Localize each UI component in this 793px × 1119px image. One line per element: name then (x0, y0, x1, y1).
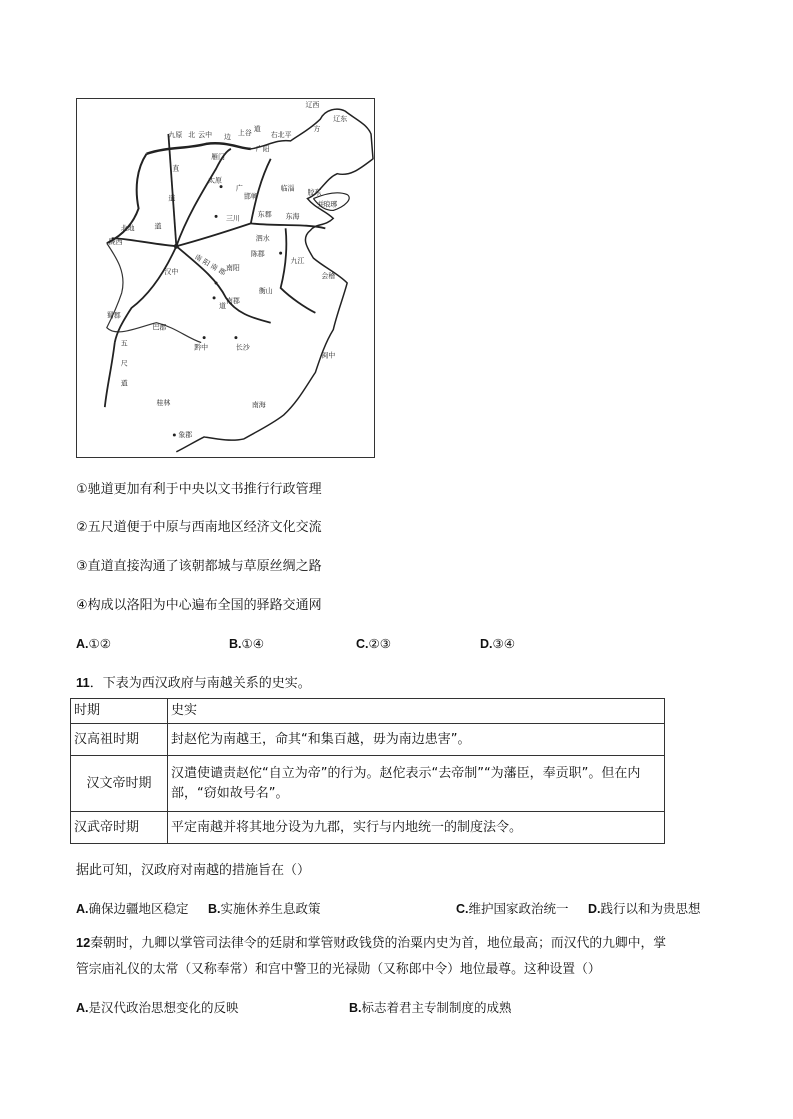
label-chi: 尺 (120, 359, 128, 368)
table-cell-period: 汉文帝时期 (71, 756, 168, 812)
table-header-cell: 时期 (71, 699, 168, 724)
option-label: C. (456, 902, 469, 916)
q11-option-b[interactable] (208, 900, 321, 918)
label-shujun: 蜀郡 (106, 311, 121, 320)
statement-4: ④构成以洛阳为中心遍布全国的驿路交通网 (76, 598, 322, 613)
table-cell-fact: 汉遣使谴责赵佗“自立为帝”的行为。赵佗表示“去帝制”“为藩臣，奉贡职”。但在内部，“窃如故号名”。 (168, 756, 665, 812)
option-label: D. (588, 902, 601, 916)
table-row (71, 724, 665, 756)
option-text: 标志着君主专制制度的成熟 (361, 1000, 512, 1015)
label-xiangjun: 象郡 (178, 430, 193, 439)
label-hengshan: 衡山 (258, 286, 273, 295)
label-dao-west: 道 (154, 222, 162, 231)
label-road-nanyang: 南 阳 南 郡 (193, 252, 227, 278)
option-text: 践行以和为贵思想 (600, 901, 701, 916)
option-text: ①② (88, 636, 111, 651)
option-text: 维护国家政治统一 (468, 901, 569, 916)
option-label: D. (480, 637, 493, 651)
statement-2: ②五尺道便于中原与西南地区经济文化交流 (76, 520, 322, 535)
label-langya: 琅琊 (323, 200, 338, 209)
label-nanjun: 南郡 (225, 296, 240, 305)
option-text: 确保边疆地区稳定 (88, 901, 189, 916)
label-jiuyuan: 九原 (168, 130, 183, 139)
label-yanmen: 雁门 (211, 152, 225, 161)
q12-option-a[interactable] (76, 999, 239, 1017)
q12-line-1 (76, 934, 666, 953)
history-table (70, 698, 665, 844)
q12-line-2: 管宗庙礼仪的太常（又称奉常）和宫中警卫的光禄勋（又称郎中令）地位最尊。这种设置（） (76, 962, 601, 977)
label-longxi: 陇西 (108, 238, 123, 247)
label-liaodong: 辽东 (333, 115, 348, 124)
q11-stem (76, 674, 311, 693)
option-text: ②③ (368, 636, 391, 651)
table-header-row (71, 699, 665, 724)
question-stem-text: ．下表为西汉政府与南越关系的史实。 (89, 676, 311, 691)
option-text: ③④ (492, 636, 515, 651)
option-text: ①④ (241, 636, 264, 651)
label-guangyang: 广阳 (255, 144, 270, 153)
label-changsha: 长沙 (235, 343, 250, 352)
option-text: 是汉代政治思想变化的反映 (88, 1000, 239, 1015)
label-fang: 方 (313, 124, 321, 133)
label-beidi: 北地 (120, 224, 135, 233)
label-sanchuan: 三川 (225, 214, 240, 223)
q10-option-d[interactable] (480, 635, 515, 653)
option-label: A. (76, 902, 89, 916)
label-zhidao: 道 (168, 194, 176, 203)
label-jiujiang: 九江 (290, 257, 305, 266)
question-number: 12 (76, 935, 91, 950)
q11-option-d[interactable] (588, 900, 701, 918)
table-cell-period: 汉武帝时期 (71, 812, 168, 844)
table-row (71, 756, 665, 812)
label-nanyang: 南阳 (225, 264, 240, 273)
option-label: C. (356, 637, 369, 651)
option-label: B. (229, 637, 242, 651)
label-dao-south: 道 (120, 379, 128, 388)
qin-road-map (76, 98, 375, 458)
statement-1: ①驰道更加有利于中央以文书推行行政管理 (76, 482, 322, 497)
label-taiyuan: 太原 (208, 176, 222, 185)
map-drawing (77, 99, 374, 457)
table-cell-fact: 封赵佗为南越王，命其“和集百越，毋为南边患害”。 (168, 724, 665, 756)
option-label: A. (76, 1001, 89, 1015)
label-bei: 北 (188, 130, 196, 139)
label-bian: 边 (224, 132, 231, 141)
option-label: B. (349, 1001, 362, 1015)
label-guang: 广 (235, 184, 243, 193)
label-bajun: 巴郡 (152, 323, 167, 332)
q11-option-c[interactable] (456, 900, 569, 918)
frontier (147, 143, 251, 154)
label-donghai: 东海 (285, 212, 300, 221)
option-text: 实施休养生息政策 (220, 901, 321, 916)
label-minzhong: 闽中 (321, 351, 336, 360)
label-jiaodong: 胶东 (307, 188, 322, 197)
table-row (71, 812, 665, 844)
q10-option-c[interactable] (356, 635, 391, 653)
coastline (176, 109, 373, 452)
label-youbeiping: 右北平 (270, 130, 292, 139)
option-label: A. (76, 637, 89, 651)
label-liaoxi: 辽西 (305, 101, 320, 110)
label-handan: 邯郸 (243, 192, 258, 201)
option-label: B. (208, 902, 221, 916)
q11-option-a[interactable] (76, 900, 189, 918)
statement-3: ③直道直接沟通了该朝都城与草原丝绸之路 (76, 559, 322, 574)
label-kuaiji: 会稽 (321, 272, 336, 280)
q10-option-b[interactable] (229, 635, 264, 653)
label-bing: 并 (317, 200, 325, 209)
label-zhi: 直 (172, 164, 180, 173)
label-qianzhong: 黔中 (194, 343, 209, 352)
label-nanhai: 南海 (251, 401, 266, 410)
city-dots (173, 185, 282, 436)
label-guilin: 桂林 (156, 399, 171, 408)
table-cell-fact: 平定南越并将其地分设为九郡，实行与内地统一的制度法令。 (168, 812, 665, 844)
label-hanzhong: 汉中 (164, 268, 179, 277)
label-linzi: 临淄 (280, 184, 295, 193)
label-wu: 五 (120, 339, 128, 348)
q10-option-a[interactable] (76, 635, 111, 653)
label-dao-central: 道 (219, 301, 226, 310)
q12-option-b[interactable] (349, 999, 512, 1017)
question-stem-text: 秦朝时，九卿以掌管司法律令的廷尉和掌管财政钱贷的治粟内史为首，地位最高；而汉代的九卿中，掌 (90, 936, 667, 951)
table-header-cell: 史实 (168, 699, 665, 724)
label-sishui: 泗水 (255, 234, 270, 243)
label-chenjun: 陈郡 (250, 250, 265, 259)
question-number: 11 (76, 675, 90, 690)
label-dongjun: 东郡 (257, 210, 272, 219)
label-dao-north: 道 (253, 124, 261, 133)
label-yunzhong: 云中 (198, 130, 213, 139)
table-cell-period: 汉高祖时期 (71, 724, 168, 756)
q11-question: 据此可知，汉政府对南越的措施旨在（） (76, 863, 311, 878)
label-shanggu: 上谷 (237, 128, 252, 137)
